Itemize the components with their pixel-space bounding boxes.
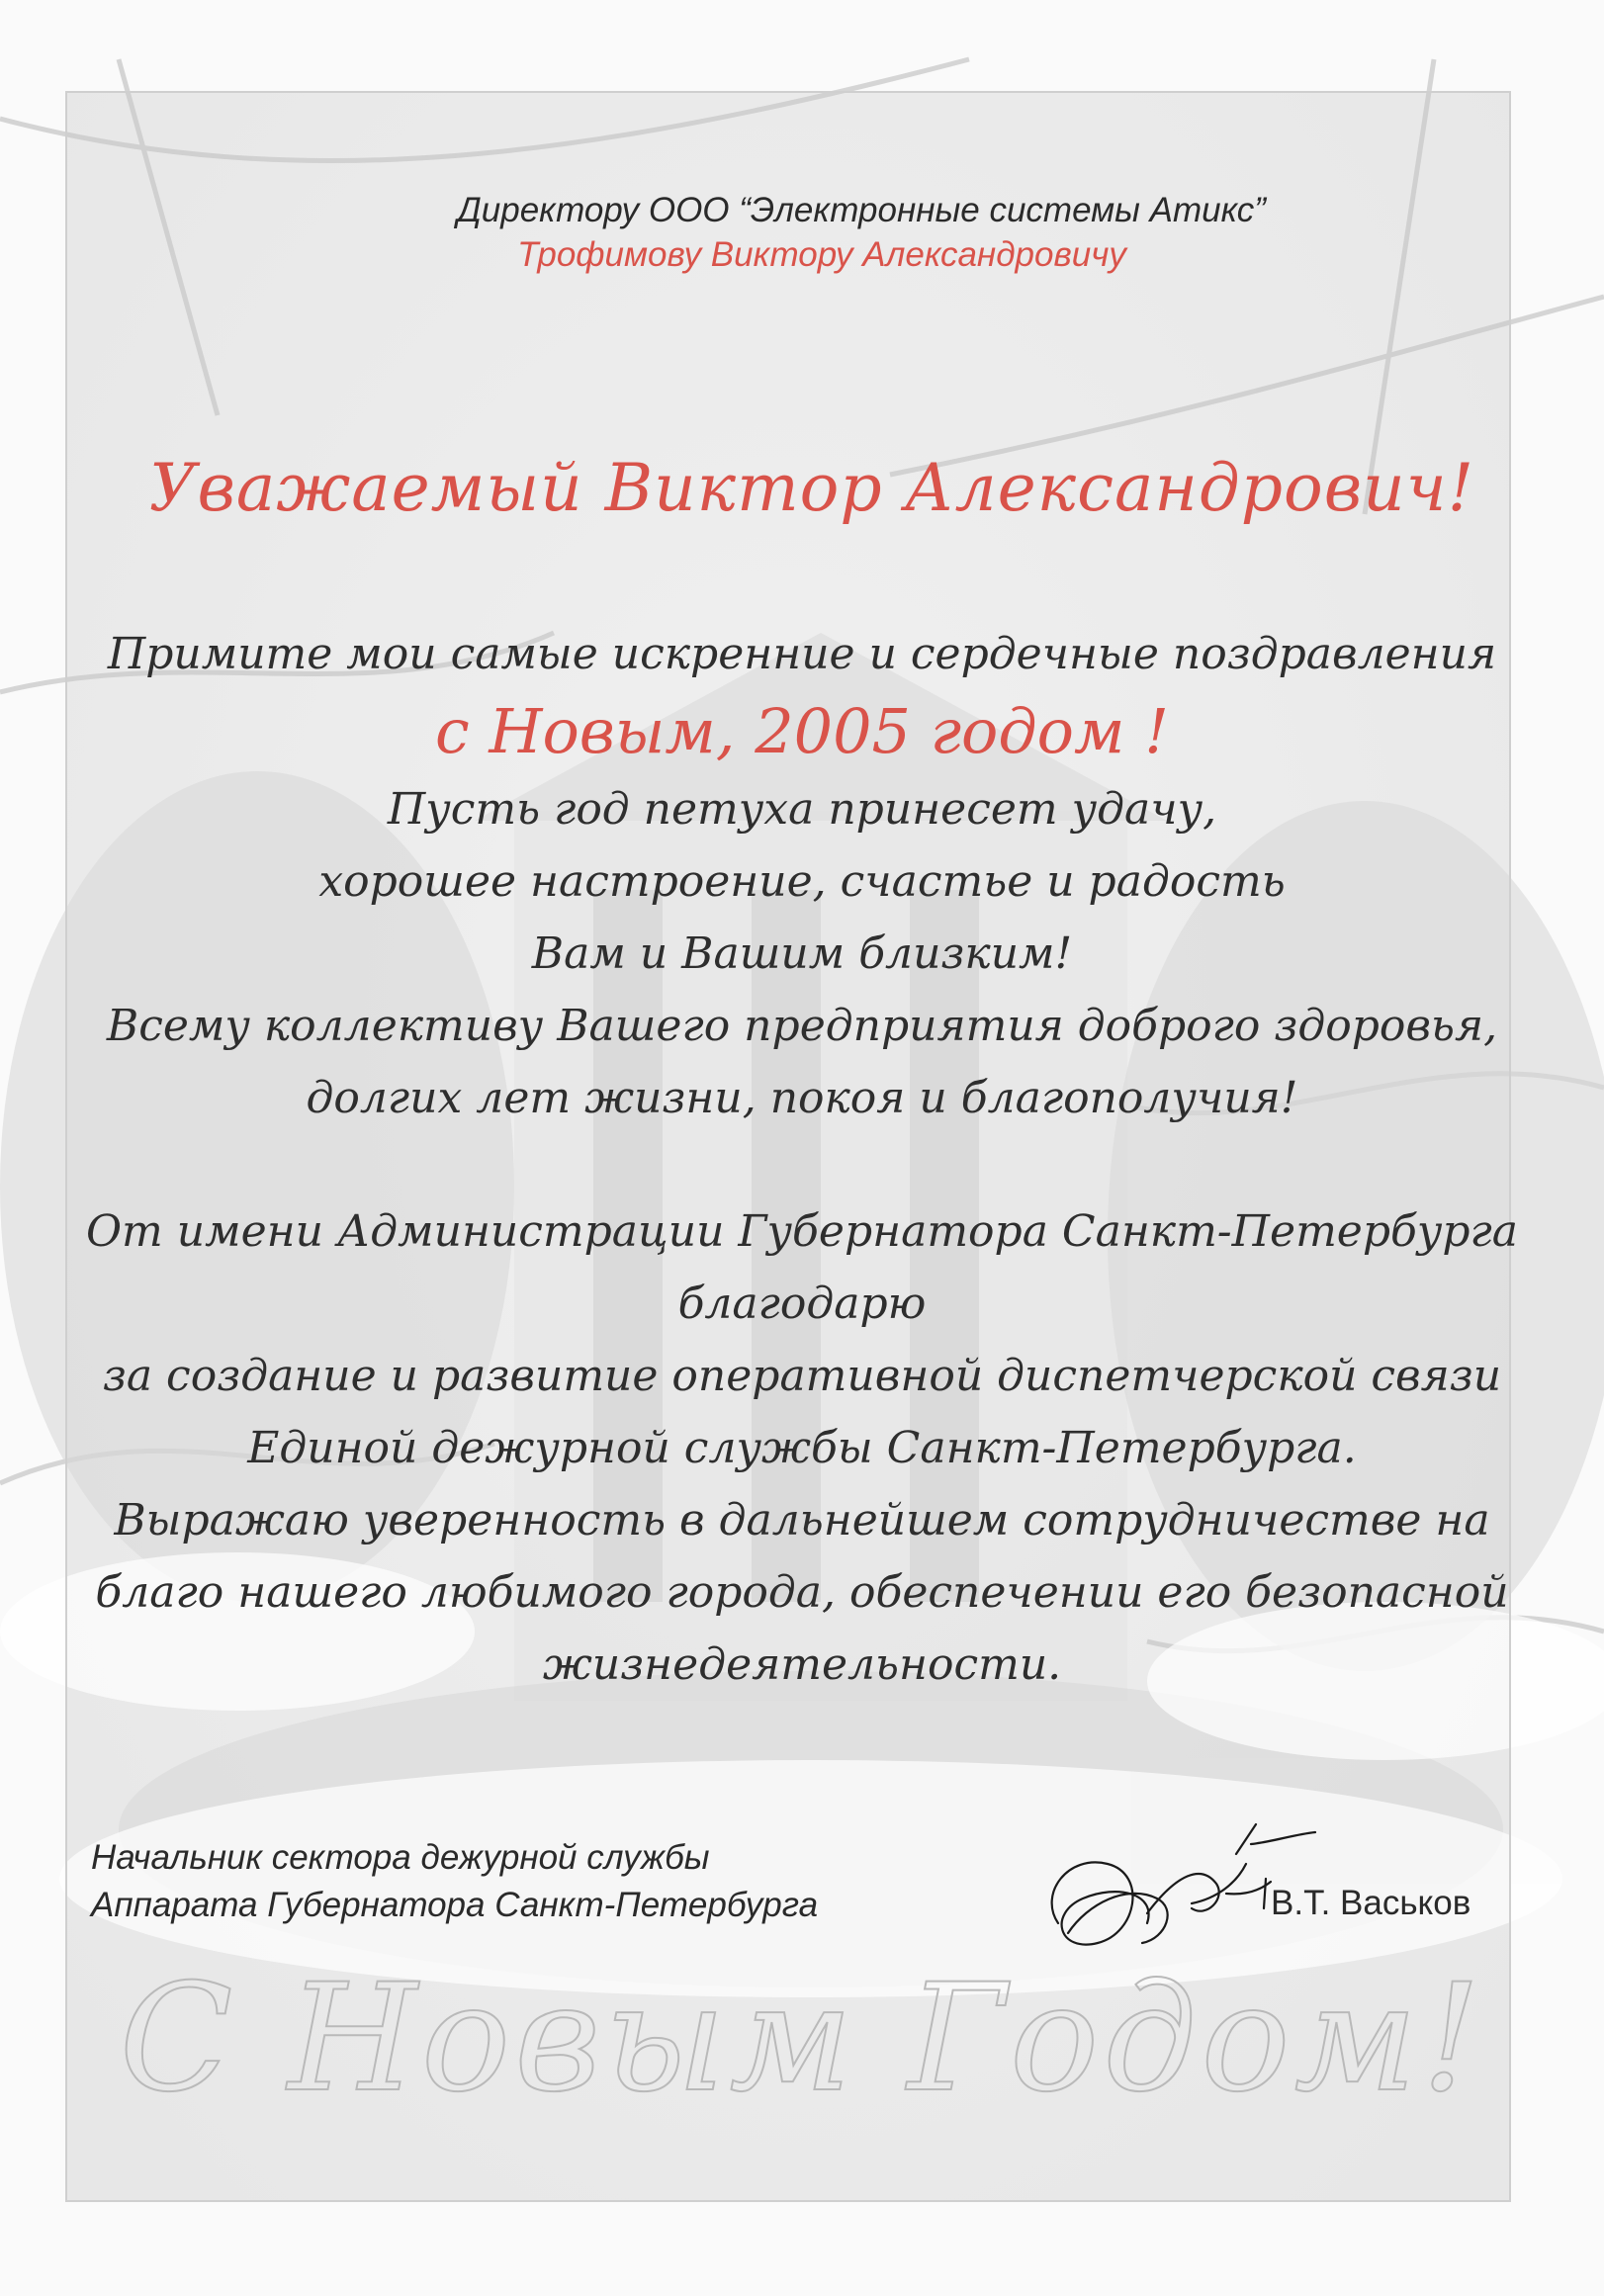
signer-position: [91, 1834, 818, 1929]
paragraph-gap: [79, 1134, 1525, 1195]
wish-line: долгих лет жизни, покоя и благополучия!: [306, 1073, 1298, 1123]
wish-line: Пусть год петуха принесет удачу,: [387, 784, 1217, 835]
thanks-line: Выражаю уверенность в дальнейшем сотрудничестве на: [114, 1495, 1490, 1545]
thanks-line: жизнедеятельности.: [542, 1639, 1062, 1690]
signer-name: В.Т. Васьков: [1271, 1884, 1471, 1922]
addressee-title: Директору ООО “Электронные системы Атикс”: [457, 191, 1266, 229]
greeting-intro: Примите мои самые искренние и сердечные поздравления: [107, 629, 1497, 679]
thanks-line: благодарю: [677, 1279, 927, 1329]
addressee-name: Трофимову Виктору Александровичу: [517, 235, 1126, 274]
letter-body: [79, 618, 1525, 1701]
signer-position-line: Начальник сектора дежурной службы: [91, 1838, 710, 1877]
new-year-banner: С Новым Годом!: [119, 1953, 1485, 2125]
addressee-block: [0, 188, 1604, 277]
thanks-line: за создание и развитие оперативной диспетчерской связи: [102, 1351, 1502, 1401]
holiday-line: с Новым, 2005 годом !: [434, 695, 1170, 767]
thanks-line: Единой дежурной службы Санкт-Петербурга.: [247, 1423, 1357, 1473]
signer-position-line: Аппарата Губернатора Санкт-Петербурга: [91, 1886, 819, 1924]
thanks-line: От имени Администрации Губернатора Санкт-Петербурга: [85, 1206, 1519, 1257]
salutation: Уважаемый Виктор Александрович!: [148, 450, 1475, 526]
wish-line: хорошее настроение, счастье и радость: [318, 856, 1286, 907]
wish-line: Вам и Вашим близким!: [531, 928, 1073, 979]
thanks-line: благо нашего любимого города, обеспечении его безопасной: [95, 1567, 1509, 1618]
wish-line: Всему коллективу Вашего предприятия доброго здоровья,: [106, 1001, 1498, 1051]
